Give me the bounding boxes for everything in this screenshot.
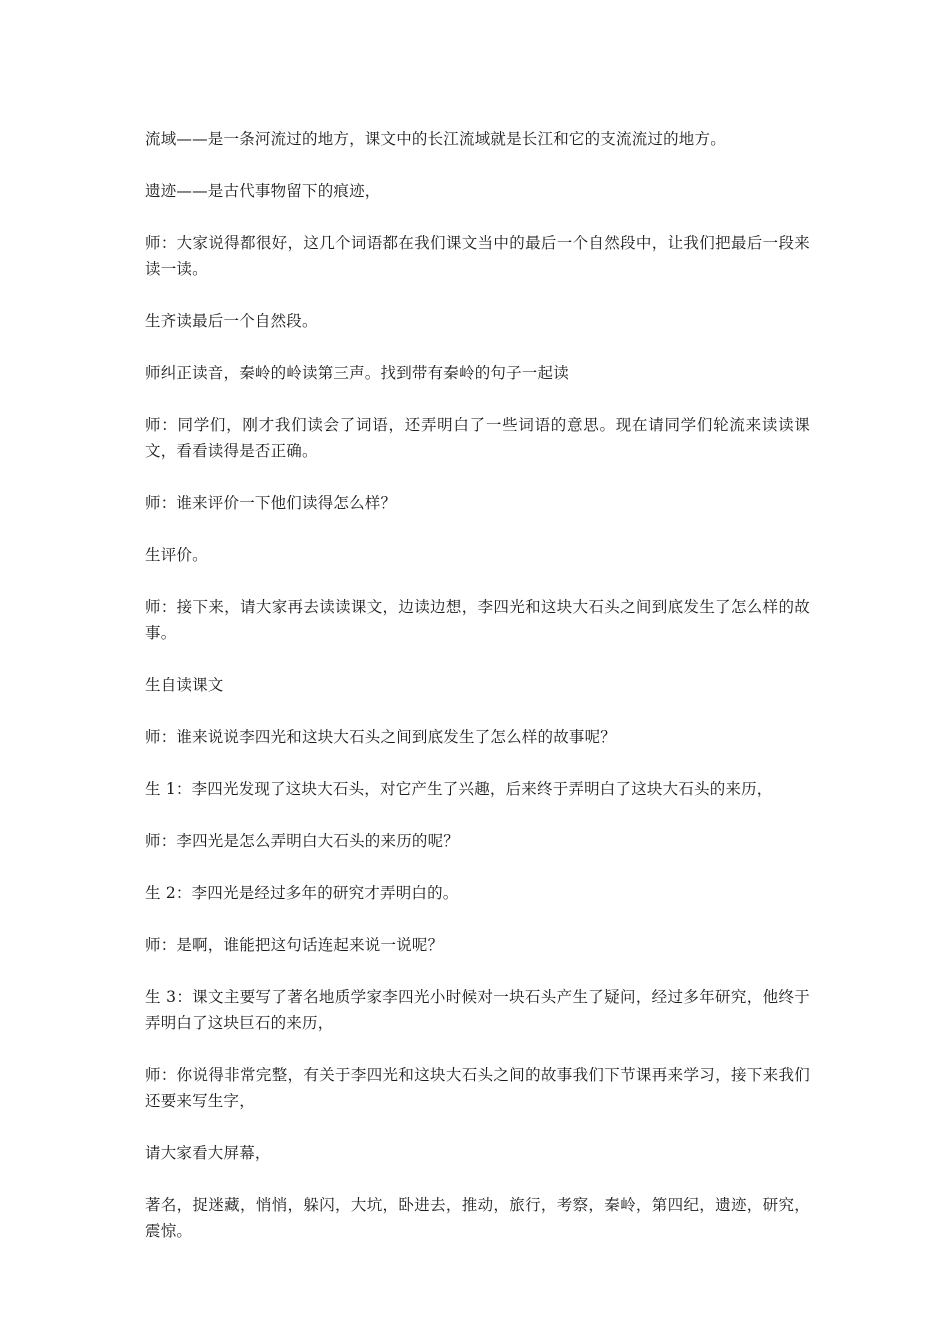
- paragraph-students-self-read: 生自读课文: [145, 676, 224, 694]
- paragraph-look-at-screen: 请大家看大屏幕，: [145, 1144, 271, 1162]
- paragraph-teacher-evaluate: 师：谁来评价一下他们读得怎么样？: [145, 494, 397, 512]
- paragraph-teacher-take-turns: 师：同学们，刚才我们读会了词语，还弄明白了一些词语的意思。现在请同学们轮流来读读课文，看看读得是否正确。: [145, 416, 810, 460]
- paragraph-liuyu-definition: 流域——是一条河流过的地方，课文中的长江流域就是长江和它的支流流过的地方。: [145, 130, 726, 148]
- paragraph-student-1-answer: 生 1：李四光发现了这块大石头，对它产生了兴趣，后来终于弄明白了这块大石头的来历，: [145, 780, 773, 798]
- paragraph-teacher-how-question: 师：李四光是怎么弄明白大石头的来历的呢？: [145, 832, 460, 850]
- paragraph-teacher-story-question: 师：谁来说说李四光和这块大石头之间到底发生了怎么样的故事呢？: [145, 728, 617, 746]
- paragraph-yiji-definition: 遗迹——是古代事物留下的痕迹，: [145, 182, 381, 200]
- paragraph-student-2-answer: 生 2：李四光是经过多年的研究才弄明白的。: [145, 884, 459, 902]
- paragraph-teacher-connect-question: 师：是啊，谁能把这句话连起来说一说呢？: [145, 936, 444, 954]
- paragraph-student-3-answer: 生 3：课文主要写了著名地质学家李四光小时候对一块石头产生了疑问，经过多年研究，他终于弄明白了这块巨石的来历，: [145, 988, 810, 1032]
- paragraph-students-read-together: 生齐读最后一个自然段。: [145, 312, 318, 330]
- paragraph-teacher-read-last-section: 师：大家说得都很好，这几个词语都在我们课文当中的最后一个自然段中，让我们把最后一段来读一读。: [145, 234, 810, 278]
- paragraph-students-evaluate: 生评价。: [145, 546, 208, 564]
- paragraph-vocabulary-list: 著名，捉迷藏，悄悄，躲闪，大坑，卧进去，推动，旅行，考察，秦岭，第四纪，遗迹，研究，震惊。: [145, 1196, 810, 1240]
- paragraph-teacher-summary: 师：你说得非常完整，有关于李四光和这块大石头之间的故事我们下节课再来学习，接下来我们还要来写生字，: [145, 1066, 810, 1110]
- document-body: [145, 126, 810, 1270]
- paragraph-pronunciation-correction: 师纠正读音，秦岭的岭读第三声。找到带有秦岭的句子一起读: [145, 364, 569, 382]
- paragraph-teacher-read-again: 师：接下来，请大家再去读读课文，边读边想，李四光和这块大石头之间到底发生了怎么样的故事。: [145, 598, 810, 642]
